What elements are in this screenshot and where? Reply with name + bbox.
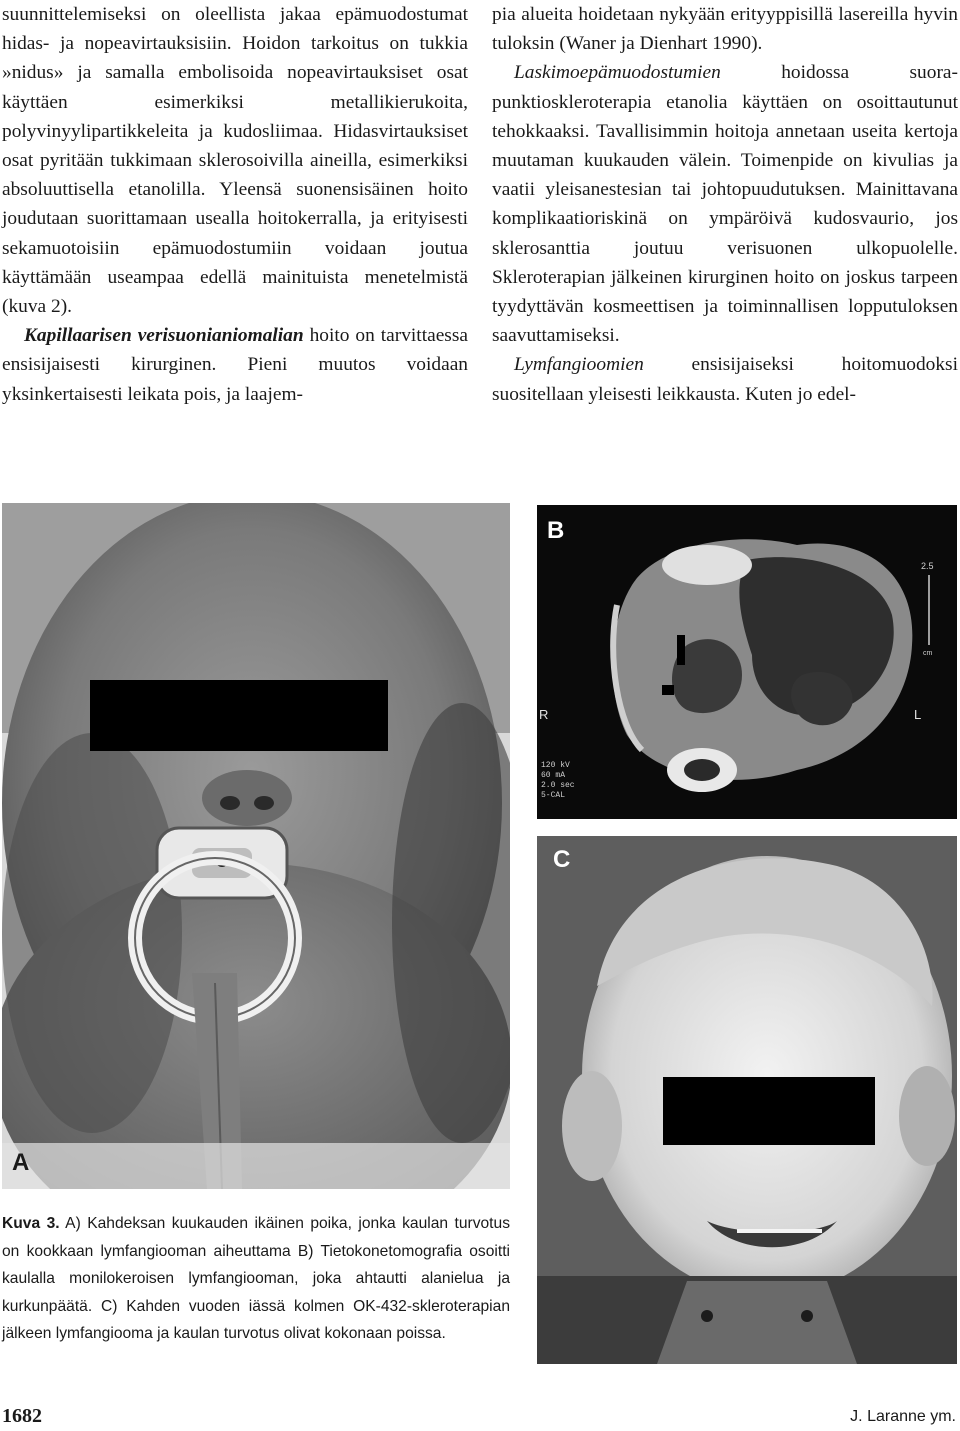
paragraph	[492, 350, 958, 408]
author-footer: J. Laranne ym.	[850, 1408, 956, 1425]
page-number: 1682	[2, 1405, 42, 1427]
redaction-bar	[663, 1077, 875, 1145]
caption-label: Kuva 3.	[2, 1215, 60, 1232]
term-lymphangioma: Lymfangioomien	[514, 354, 644, 376]
paragraph-text: ensisijaiseksi hoitomuodoksi suositellaan yleisesti leikkausta. Kuten jo edel-	[492, 354, 958, 405]
ct-marker-right: R	[539, 707, 549, 722]
ct-param-sec: 2.0 sec	[541, 781, 575, 790]
paragraph	[2, 321, 468, 409]
paragraph-text: hoito on tarvittaessa ensisijaisesti kirurginen. Pieni muutos voidaan yksinkertaisesti leikata pois, ja laajem-	[2, 325, 468, 405]
figure-photo-a	[2, 503, 510, 1189]
term-capillary-malformation: Kapillaarisen verisuonianiomalian	[24, 325, 304, 347]
figure-photo-b	[537, 505, 957, 819]
caption-text: A) Kahdeksan kuukauden ikäinen poika, jonka kaulan turvotus on kookkaan lymfangiooman aiheuttama B) Tietokonetomografia osoitti kaulalla monilokeroisen lymfangiooman, joka ahtautti alanielua ja kurkunpäätä. C) Kahden vuoden iässä kolmen OK-432-skleroterapian jälkeen lymfangiooma ja kaulan turvotus olivat kokonaan poissa.	[2, 1215, 510, 1342]
ct-scale-text: 2.5	[921, 561, 934, 571]
term-venous-malformation: Laskimoepämuodostumien	[514, 62, 721, 84]
text-column-right	[492, 0, 958, 409]
paragraph	[492, 58, 958, 350]
paragraph: suunnittelemiseksi on oleellista jakaa epämuodostumat hidas- ja nopeavirtauksisiin. Hoidon tarkoitus on tukkia »nidus» ja samalla embolisoida nopeavirtauksiset osat käyttäen esimerkiksi metallikierukoita, polyvinyylipartikkeleita ja kudosliimaa. Hidasvirtauksiset osat pyritään tukkimaan sklerosoivilla aineilla, esimerkiksi absoluuttisella etanolilla. Yleensä suonensisäinen hoito joudutaan suorittamaan usealla hoitokerralla, ja erityisesti sekamuotoisiin epämuodostumiin voidaan joutua käyttämään useampaa edellä mainituista menetelmistä (kuva 2).	[2, 4, 468, 318]
paragraph-text: hoidossa suorapunktioskleroterapia etanolia käyttäen on osoittautunut tehokkaaksi. Tavallisimmin hoitoja annetaan useita kertoja muutaman kuukauden välein. Toimenpide on kivulias ja vaatii yleisanestesian tai johtopuudutuksen. Mainittavana komplikaatioriskinä on ympäröivä kudosvaurio, jos sklerosanttia joutuu verisuonen ulkopuolelle. Skleroterapian jälkeinen kirurginen hoito on joskus tarpeen tyydyttävän kosmeettisen ja toiminnallisen lopputuloksen saavuttamiseksi.	[492, 62, 958, 347]
panel-label-c: C	[553, 846, 571, 873]
ct-param-cal: 5-CAL	[541, 791, 566, 800]
ct-param-kv: 120 kV	[541, 761, 570, 770]
text-column-left	[2, 0, 468, 409]
figure-photo-c	[537, 836, 957, 1364]
ct-param-ma: 60 mA	[541, 771, 566, 780]
panel-label-a: A	[12, 1149, 30, 1176]
ct-scan-illustration	[537, 505, 957, 819]
ct-scale-unit: cm	[923, 650, 933, 657]
redaction-bar	[90, 680, 388, 751]
paragraph: pia alueita hoidetaan nykyään erityyppisillä lasereilla hyvin tuloksin (Waner ja Dienhart 1990).	[492, 4, 958, 55]
figure-caption	[2, 1210, 510, 1348]
panel-label-b: B	[547, 517, 565, 544]
ct-marker-left: L	[914, 707, 922, 722]
infant-photo-illustration	[2, 503, 510, 1189]
